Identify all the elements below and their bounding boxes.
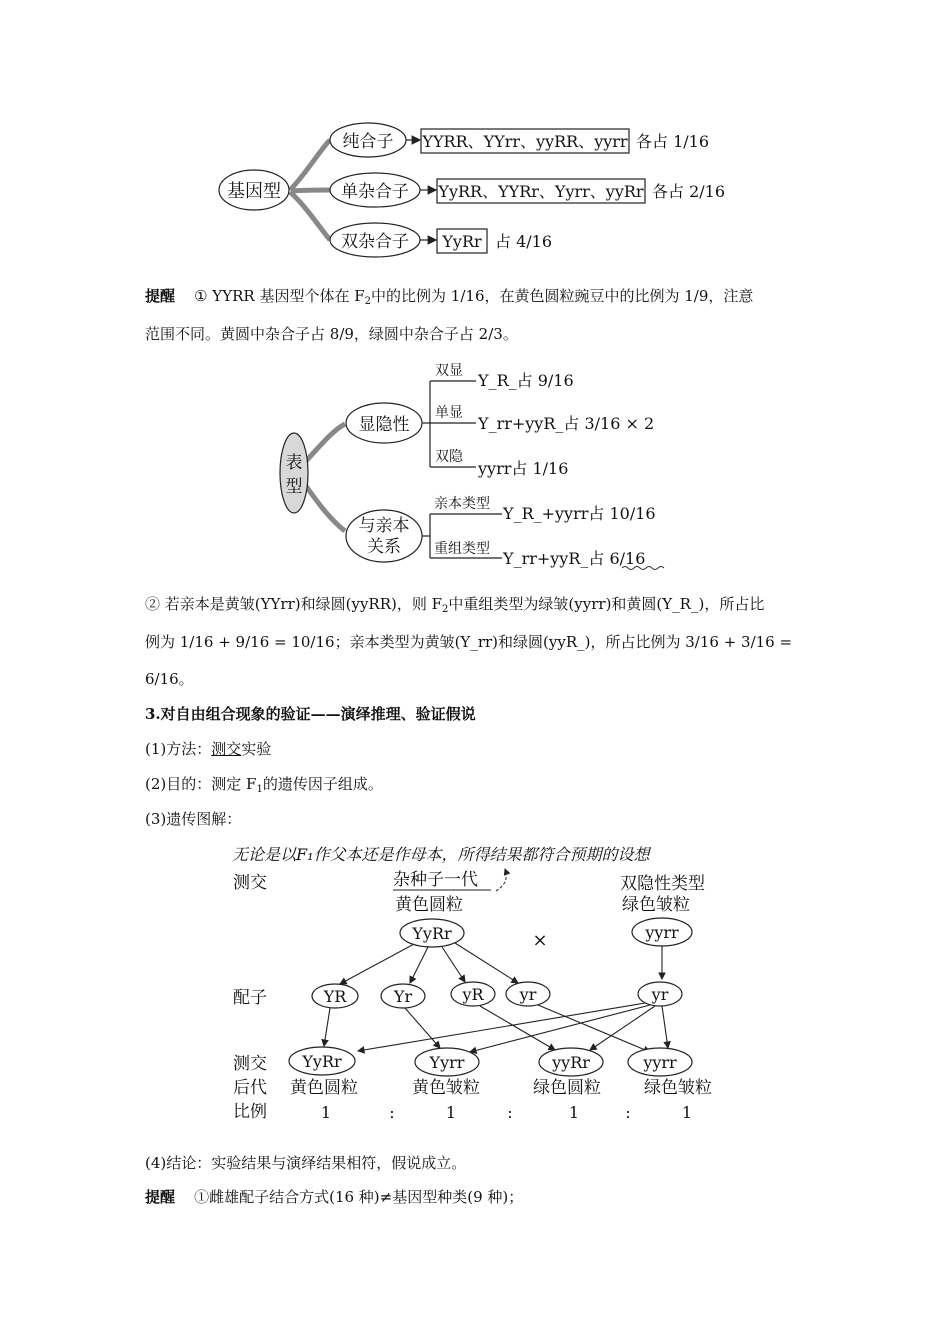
parent2-type: 双隐性类型 xyxy=(620,874,705,894)
node-parent-relation-label-1: 与亲本 xyxy=(358,516,410,536)
gamete-YR-label: YR xyxy=(323,987,347,1006)
gamete-Yr-label: Yr xyxy=(393,987,413,1006)
purpose-sub: 1 xyxy=(256,784,263,795)
para2-line1 xyxy=(145,594,810,620)
leaf-double-dominant: Y_R_占 9/16 xyxy=(478,371,574,390)
para2-line3: 6/16。 xyxy=(145,670,194,688)
tip2-line xyxy=(145,1187,810,1207)
ratio-colon-3: : xyxy=(625,1103,631,1122)
offspring-1-phenotype: 黄色圆粒 xyxy=(290,1078,358,1098)
gamete-yR-label: yR xyxy=(462,985,484,1004)
offspring-1-ratio: 1 xyxy=(320,1103,332,1122)
tip1-text-a: ① YYRR 基因型个体在 F xyxy=(194,287,365,305)
offspring-4-ratio: 1 xyxy=(681,1103,693,1122)
section3-title: 3.对自由组合现象的验证——演绎推理、验证假说 xyxy=(145,705,476,723)
tip2-head: 提醒 xyxy=(145,1188,176,1206)
section3-method xyxy=(145,739,810,759)
method-prefix: (1)方法： xyxy=(145,740,212,758)
parent1-phenotype: 黄色圆粒 xyxy=(395,895,463,915)
node-dominance-label: 显隐性 xyxy=(358,415,410,435)
para2-sub: 2 xyxy=(442,604,449,615)
tip1-sub: 2 xyxy=(364,296,372,307)
offspring-4-phenotype: 绿色皱粒 xyxy=(644,1078,712,1098)
purpose-b: 的遗传因子组成。 xyxy=(262,775,383,793)
box-homozygous-text: YYRR、YYrr、yyRR、yyrr xyxy=(422,132,628,151)
label-testcross: 测交 xyxy=(233,873,267,893)
testcross-diagram xyxy=(0,835,950,1135)
leaf-single-dominant: Y_rr+yyR_占 3/16 × 2 xyxy=(478,414,655,433)
root-genotype-label: 基因型 xyxy=(227,181,281,202)
offspring-2-phenotype: 黄色皱粒 xyxy=(412,1078,480,1098)
cross-symbol: × xyxy=(532,930,548,951)
leaf-recombinant-type: Y_rr+yyR_占 6/16 xyxy=(503,549,646,568)
tip1-head: 提醒 xyxy=(145,287,176,305)
tip1-line2: 范围不同。黄圆中杂合子占 8/9，绿圆中杂合子占 2/3。 xyxy=(145,325,518,343)
method-suffix: 实验 xyxy=(241,740,272,758)
offspring-1-genotype: YyRr xyxy=(302,1052,342,1071)
offspring-3-ratio: 1 xyxy=(568,1103,580,1122)
para2-text-b: 中重组类型为绿皱(yyrr)和黄圆(Y_R_)，所占比 xyxy=(448,595,765,613)
leaf-double-recessive: yyrr占 1/16 xyxy=(478,459,569,478)
tag-recombinant-type: 重组类型 xyxy=(434,541,490,557)
offspring-2-ratio: 1 xyxy=(445,1103,457,1122)
tag-double-recessive: 双隐 xyxy=(435,449,463,465)
label-gametes: 配子 xyxy=(233,988,267,1008)
label-offspring-1: 测交 xyxy=(233,1054,267,1074)
leaf-parental-type: Y_R_+yyrr占 10/16 xyxy=(503,504,656,523)
ratio-colon-2: : xyxy=(507,1103,513,1122)
offspring-3-phenotype: 绿色圆粒 xyxy=(533,1078,601,1098)
tag-parental-type: 亲本类型 xyxy=(434,496,490,512)
tip1-line1 xyxy=(145,286,810,312)
conclusion: (4)结论：实验结果与演绎结果相符，假说成立。 xyxy=(145,1154,467,1172)
box-double-het-text: YyRr xyxy=(442,232,482,251)
phenotype-diagram xyxy=(0,356,950,581)
label-offspring-2: 后代 xyxy=(233,1078,267,1098)
parent1-type: 杂种子一代 xyxy=(393,870,478,890)
node-single-het-label: 单杂合子 xyxy=(341,182,409,202)
box-single-het-text: YyRR、YYRr、Yyrr、yyRr xyxy=(438,182,644,201)
ratio-colon-1: : xyxy=(389,1103,395,1122)
node-double-het-label: 双杂合子 xyxy=(341,232,409,252)
offspring-4-genotype: yyrr xyxy=(643,1053,677,1072)
parent2-phenotype: 绿色皱粒 xyxy=(622,895,690,915)
method-underlined: 测交 xyxy=(211,740,242,758)
handwritten-note: 无论是以F₁作父本还是作母本，所得结果都符合预期的设想 xyxy=(232,845,650,864)
note-homozygous: 各占 1/16 xyxy=(636,132,710,151)
gamete-parent2-yr-label: yr xyxy=(651,985,669,1004)
note-single-het: 各占 2/16 xyxy=(652,182,726,201)
node-parent-relation-label-2: 关系 xyxy=(367,537,401,557)
root-phenotype-node xyxy=(280,433,308,513)
note-dashed-arrow xyxy=(496,869,506,891)
label-ratio: 比例 xyxy=(233,1102,267,1122)
offspring-3-genotype: yyRr xyxy=(552,1053,590,1072)
note-double-het: 占 4/16 xyxy=(495,232,553,251)
para2-text-a: ② 若亲本是黄皱(YYrr)和绿圆(yyRR)，则 F xyxy=(145,595,443,613)
section3-diagram-label: (3)遗传图解： xyxy=(145,810,242,828)
gamete-yr-label: yr xyxy=(519,985,537,1004)
tag-single-dominant: 单显 xyxy=(435,405,463,421)
tag-double-dominant: 双显 xyxy=(435,363,463,379)
section3-purpose xyxy=(145,774,810,800)
root-phenotype-label-2: 型 xyxy=(285,477,303,497)
para2-line2: 例为 1/16 + 9/16 = 10/16；亲本类型为黄皱(Y_rr)和绿圆(yyR_)，所占比例为 3/16 + 3/16 = xyxy=(145,633,793,651)
purpose-a: (2)目的：测定 F xyxy=(145,775,257,793)
parent1-genotype: YyRr xyxy=(412,924,452,943)
parent2-genotype: yyrr xyxy=(645,923,679,942)
tip1-text-b: 中的比例为 1/16，在黄色圆粒豌豆中的比例为 1/9，注意 xyxy=(371,287,754,305)
node-homozygous-label: 纯合子 xyxy=(342,132,394,152)
root-phenotype-label-1: 表 xyxy=(285,453,303,473)
tip2-text: ①雌雄配子结合方式(16 种)≠基因型种类(9 种)； xyxy=(194,1188,524,1206)
offspring-2-genotype: Yyrr xyxy=(429,1053,465,1072)
